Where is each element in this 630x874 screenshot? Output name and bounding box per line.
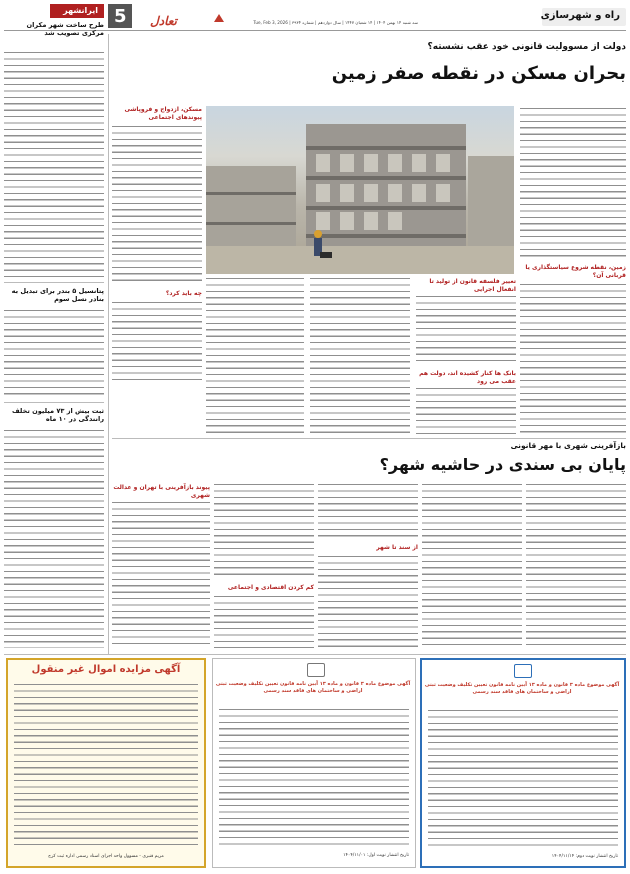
- housing-sidebar: [112, 106, 202, 436]
- sub-law-heading: تغییر فلسفه قانون از تولید تا انفعال اجرایی: [429, 278, 516, 293]
- lead-body-col-3: [206, 278, 304, 434]
- sidebar-divider-1: [4, 282, 104, 283]
- ad-left-footer: مریم قنبری - مسوول واحد اجرای اسناد رسمی اداره ثبت کرج: [48, 854, 164, 859]
- lead-bottom-rule: [112, 438, 626, 439]
- ad-right-footer: تاریخ انتشار نوبت دوم: ۱۴۰۴/۱۱/۱۴: [551, 854, 618, 859]
- sub-intro-text: [520, 284, 626, 434]
- second-col-2: [422, 484, 522, 648]
- lead-headline: بحران مسکن در نقطه صفر زمین: [331, 63, 626, 84]
- lead-body-col-2: [310, 278, 410, 434]
- page-number: 5: [114, 6, 127, 27]
- sidebar-headline-3: ثبت بیش از ۷۳ میلیون تخلف رانندگی در ۱۰ ماه: [12, 407, 104, 423]
- sub-marriage-heading: مسکن، ازدواج و فروپاشی پیوندهای اجتماعی: [124, 106, 202, 121]
- lead-sub-intro: [520, 264, 626, 436]
- lead-intro-text: [520, 108, 626, 260]
- sidebar-title: ایرانشهر: [63, 6, 98, 15]
- lead-body-col-1: [416, 296, 516, 366]
- plan-text: [112, 302, 202, 382]
- second-col-3: [318, 484, 418, 540]
- date-line: سه شنبه ۱۴ بهمن ۱۴۰۴ | ۱۴ شعبان ۱۴۴۷ | سال دوازدهم | شماره ۳۹۳۴ | Tue, Feb 3, 2026: [253, 20, 418, 25]
- second-col-3b: [318, 556, 418, 648]
- lead-header: [114, 42, 626, 106]
- lead-intro-column: [520, 108, 626, 263]
- second-col-4b: [214, 596, 314, 648]
- second-columns: [112, 484, 626, 648]
- ad-middle-text: [219, 709, 409, 849]
- sidebar-headline-2: پتانسیل ۵ بندر برای تبدیل به بنادر نسل سوم: [11, 287, 104, 303]
- sidebar-text-1: [4, 52, 104, 278]
- logo-triangle-icon: [214, 14, 224, 22]
- second-header: [300, 442, 626, 482]
- section-label-text: راه و شهرسازی: [540, 10, 620, 21]
- sub-tehran-heading: پیوند بازآفرینی با تهران و عدالت شهری: [113, 484, 210, 499]
- ad-right-text: [428, 710, 618, 850]
- sidebar-left: [4, 4, 104, 654]
- second-col-1: [526, 484, 626, 648]
- lead-photo: [206, 106, 514, 274]
- second-kicker: بازآفرینی شهری با مهر قانونی: [510, 441, 626, 450]
- sidebar-left-rule: [108, 34, 109, 654]
- ads-top-rule: [4, 654, 626, 655]
- sub-doc-heading: از سند تا شهر: [376, 544, 418, 551]
- lead-body-columns: [206, 278, 516, 434]
- sidebar-text-2: [4, 310, 104, 398]
- second-col-5: [112, 502, 210, 648]
- ad-middle-title: آگهی موضوع ماده ۳ قانون و ماده ۱۳ آیین نامه قانون تعیین تکلیف وضعیت ثبتی اراضی و ساختمان های فاقد سند رسمی: [215, 681, 411, 694]
- second-col-4: [214, 484, 314, 580]
- sidebar-text-3: [4, 430, 104, 648]
- lead-kicker: دولت از مسوولیت قانونی خود عقب نشسته؟: [427, 42, 626, 52]
- ad-left-text: [14, 684, 198, 850]
- sub-intro-heading: زمین، نقطه شروع سیاستگذاری یا قربانی آن؟: [525, 264, 626, 279]
- ad-right-title: آگهی موضوع ماده ۳ قانون و ماده ۱۳ آیین نامه قانون تعیین تکلیف وضعیت ثبتی اراضی و ساختمان های فاقد سند رسمی: [424, 682, 620, 695]
- sidebar-headline-1: طرح ساخت شهر مکران مرکزی تصویب شد: [26, 21, 104, 37]
- marriage-text: [112, 126, 202, 286]
- ad-left-title: آگهی مزایده اموال غیر منقول: [31, 664, 181, 675]
- ad-right-emblem-icon: [514, 664, 532, 678]
- construction-site-illustration: [206, 106, 514, 274]
- sub-value-heading: کم کردن اقتصادی و اجتماعی: [227, 584, 314, 591]
- ad-middle-footer: تاریخ انتشار نوبت اول: ۱۴۰۴/۱۱/۰۱: [343, 853, 409, 858]
- sub-wait-heading: بانک ها کنار کشیده اند، دولت هم عقب می رود: [419, 370, 516, 385]
- second-headline: پایان بی سندی در حاشیه شهر؟: [379, 455, 626, 474]
- sidebar-divider-2: [4, 402, 104, 403]
- sub-plan-heading: چه باید کرد؟: [165, 290, 202, 297]
- lead-body-col-1b: [416, 388, 516, 434]
- newspaper-logo: تعادل: [150, 14, 177, 28]
- ad-middle-emblem-icon: [307, 663, 325, 677]
- ad-middle: [212, 658, 416, 868]
- ad-left: [6, 658, 206, 868]
- ad-right: [420, 658, 626, 868]
